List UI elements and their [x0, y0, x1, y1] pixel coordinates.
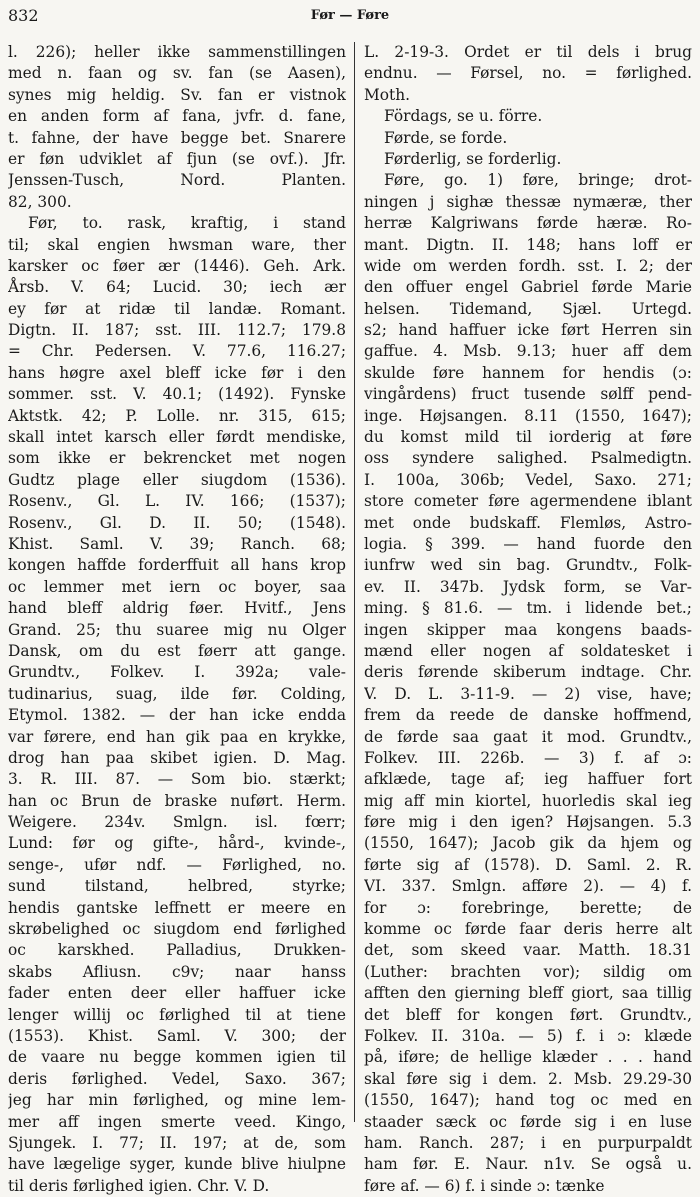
- text-line: Weigere. 234v. Smlgn. isl. fœrr;: [8, 813, 346, 832]
- text-line: wide om werden fordh. sst. I. 2; der: [364, 256, 692, 275]
- text-line: 3. R. III. 87. — Som bio. stærkt;: [8, 770, 346, 789]
- text-line: afklæde, tage af; ieg haffuer fort: [364, 770, 692, 789]
- left-column: [8, 42, 346, 1197]
- text-line: vingårdens) fruct tusende sølff pend-: [364, 385, 692, 404]
- text-line: endnu. — Førsel, no. = førlighed.: [364, 64, 692, 83]
- text-line: = Chr. Pedersen. V. 77.6, 116.27;: [8, 342, 346, 361]
- text-line: hendis gantske leffnett er meere en: [8, 898, 346, 917]
- text-line: VI. 337. Smlgn. afføre 2). — 4) f.: [364, 877, 692, 896]
- text-line: sommer. sst. V. 40.1; (1492). Fynske: [8, 385, 346, 404]
- text-line: Grand. 25; thu suaree mig nu Olger: [8, 620, 346, 639]
- text-line: ming. § 81.6. — tm. i lidende bet.;: [364, 599, 692, 618]
- text-line: ningen j sighæ thessæ nymæræ, ther: [364, 192, 692, 211]
- text-line: deris førlighed. Vedel, Saxo. 367;: [8, 1069, 346, 1088]
- text-line: lenger willij oc førlighed til at tiene: [8, 1005, 346, 1024]
- text-line: Folkev. II. 310a. — 5) f. i ɔ: klæde: [364, 1026, 692, 1045]
- text-line: mer aff ingen smerte veed. Kingo,: [8, 1112, 346, 1131]
- text-line: logia. § 399. — hand fuorde den: [364, 534, 692, 553]
- text-line: Lund: før og gifte-, hård-, kvinde-,: [8, 834, 346, 853]
- text-line: (1550, 1647); Jacob gik da hjem og: [364, 834, 692, 853]
- text-line: L. 2-19-3. Ordet er til dels i brug: [364, 43, 692, 61]
- text-line: Dansk, om du est føerr att gange.: [8, 641, 346, 660]
- text-line: Grundtv., Folkev. I. 392a; vale-: [8, 663, 346, 682]
- text-line: have lægelige syger, kunde blive hiulpne: [8, 1155, 346, 1174]
- text-line: var førere, end han gik paa en krykke,: [8, 727, 346, 746]
- text-line: synes mig heldig. Sv. fan er vistnok: [8, 85, 346, 104]
- text-line: Rosenv., Gl. D. II. 50; (1548).: [8, 513, 346, 532]
- text-line: Årsb. V. 64; Lucid. 30; iech ær: [8, 278, 346, 297]
- text-line: til deris førlighed igien. Chr. V. D.: [8, 1176, 270, 1195]
- text-line: Før, to. rask, kraftig, i stand: [28, 214, 346, 233]
- text-line: deris førende skiberum indtage. Chr.: [364, 663, 692, 682]
- text-line: helsen. Tidemand, Sjæl. Urtegd.: [364, 299, 692, 318]
- text-line: komme oc førde faar deris herre alt: [364, 920, 692, 939]
- text-line: mant. Digtn. II. 148; hans loff er: [364, 235, 692, 254]
- text-line: herræ Kalgriwans førde hæræ. Ro-: [364, 214, 692, 233]
- text-line: skal føre sig i dem. 2. Msb. 29.29-30: [364, 1069, 692, 1088]
- page-number: 832: [8, 6, 39, 25]
- text-line: karsker oc føer ær (1446). Geh. Ark.: [8, 256, 346, 275]
- text-line: til; skal engien hwsman ware, ther: [8, 235, 346, 254]
- text-line: mig aff min kiortel, huorledis skal ieg: [364, 791, 692, 810]
- text-line: senge-, ufør ndf. — Førlighed, no.: [8, 855, 346, 874]
- text-line: for ɔ: forebringe, berette; de: [364, 898, 692, 917]
- text-line: drog han paa skibet igien. D. Mag.: [8, 748, 346, 767]
- text-line: fader enten deer eller haffuer icke: [8, 984, 346, 1003]
- text-line: du komst mild til iorderig at føre: [364, 428, 692, 447]
- text-line: tudinarius, suag, ilde før. Colding,: [8, 684, 346, 703]
- text-line: som ikke er bekrencket met nogen: [8, 449, 346, 468]
- text-line: I. 100a, 306b; Vedel, Saxo. 271;: [364, 470, 692, 489]
- text-line: ingen skipper maa kongens baads-: [364, 620, 692, 639]
- text-line: Gudtz plage eller siugdom (1536).: [8, 470, 346, 489]
- text-line: iunfrw wed sin bag. Grundtv., Folk-: [364, 556, 692, 575]
- text-line: kongen haffde forderffuit all hans krop: [8, 556, 346, 575]
- text-line: sund tilstand, helbred, styrke;: [8, 877, 346, 896]
- text-line: de vaare nu begge kommen igien til: [8, 1048, 346, 1067]
- text-line: på, iføre; de hellige klæder . . . hand: [364, 1048, 692, 1067]
- text-line: den offuer engel Gabriel førde Marie: [364, 278, 692, 297]
- text-line: (1553). Khist. Saml. V. 300; der: [8, 1026, 346, 1045]
- text-line: (1550, 1647); hand tog oc med en: [364, 1091, 692, 1110]
- text-line: s2; hand haffuer icke ført Herren sin: [364, 321, 692, 340]
- text-line: (Luther: brachten vor); sildig om: [364, 962, 692, 981]
- text-line: han oc Brun de braske nuført. Herm.: [8, 791, 346, 810]
- text-line: V. D. L. 3-11-9. — 2) vise, have;: [364, 684, 692, 703]
- text-line: Etymol. 1382. — der han icke endda: [8, 706, 346, 725]
- text-line: Moth.: [364, 85, 411, 104]
- text-line: met onde budskaff. Flemløs, Astro-: [364, 513, 692, 532]
- text-line: føre af. — 6) f. i sinde ɔ: tænke: [364, 1176, 605, 1195]
- text-line: skall intet karsch eller førdt mendiske,: [8, 428, 346, 447]
- text-line: staader sæck oc førde sig i en luse: [364, 1112, 692, 1131]
- text-line: inge. Højsangen. 8.11 (1550, 1647);: [364, 406, 692, 425]
- text-line: store cometer føre agermendene iblant: [364, 492, 692, 511]
- text-line: Føre, go. 1) føre, bringe; drot-: [384, 171, 692, 190]
- text-line: hand bleff aldrig føer. Hvitf., Jens: [8, 599, 346, 618]
- right-column: [364, 42, 692, 1197]
- page-header: [8, 6, 692, 28]
- text-line: oss syndere salighed. Psalmedigtn.: [364, 449, 692, 468]
- text-line: ev. II. 347b. Jydsk form, se Var-: [364, 577, 692, 596]
- text-line: skrøbelighed oc siugdom end førlighed: [8, 920, 346, 939]
- text-line: føre mig i den igen? Højsangen. 5.3: [364, 813, 692, 832]
- text-line: med n. faan og sv. fan (se Aasen),: [8, 64, 346, 83]
- text-line: det bleff for kongen ført. Grundtv.,: [364, 1005, 692, 1024]
- text-line: ham før. E. Naur. n1v. Se også u.: [364, 1155, 692, 1174]
- text-line: Rosenv., Gl. L. IV. 166; (1537);: [8, 492, 346, 511]
- text-line: afften den gierning bleff giort, saa tillig: [364, 984, 692, 1003]
- text-line: oc lemmer met iern oc boyer, saa: [8, 577, 346, 596]
- text-line: l. 226); heller ikke sammenstillingen: [8, 43, 346, 61]
- text-line: t. fahne, der have begge bet. Snarere: [8, 128, 346, 147]
- text-line: ey før at ridæ til landæ. Romant.: [8, 299, 346, 318]
- text-line: 82, 300.: [8, 192, 72, 211]
- text-line: gaffue. 4. Msb. 9.13; huer aff dem: [364, 342, 692, 361]
- text-line: skulde føre hannem for hendis (ɔ:: [364, 363, 692, 382]
- text-line: de førde saa gaat it mod. Grundtv.,: [364, 727, 692, 746]
- text-line: oc karskhed. Palladius, Drukken-: [8, 941, 346, 960]
- text-line: er føn udviklet af fjun (se ovf.). Jfr.: [8, 149, 346, 168]
- text-line: Sjungek. I. 77; II. 197; at de, som: [8, 1133, 346, 1152]
- text-line: mænd eller nogen af soldatesket i: [364, 641, 692, 660]
- text-line: frem da reede de danske hoffmend,: [364, 706, 692, 725]
- text-line: skabs Afliusn. c9v; naar hanss: [8, 962, 346, 981]
- text-line: Fördags, se u. förre.: [384, 107, 543, 126]
- text-line: hans høgre axel bleff icke før i den: [8, 363, 346, 382]
- text-line: Jenssen-Tusch, Nord. Planten.: [8, 171, 346, 190]
- text-line: Førde, se forde.: [384, 128, 508, 147]
- text-line: jeg har min førlighed, og mine lem-: [8, 1091, 346, 1110]
- text-line: ham. Ranch. 287; i en purpurpaldt: [364, 1133, 692, 1152]
- text-line: Førderlig, se forderlig.: [384, 149, 562, 168]
- text-line: det, som skeed vaar. Matth. 18.31: [364, 941, 692, 960]
- text-line: en anden form af fana, jvfr. d. fane,: [8, 107, 346, 126]
- text-line: Aktstk. 42; P. Lolle. nr. 315, 615;: [8, 406, 346, 425]
- text-line: Khist. Saml. V. 39; Ranch. 68;: [8, 534, 346, 553]
- text-line: Folkev. III. 226b. — 3) f. af ɔ:: [364, 748, 692, 767]
- running-title: Før — Føre: [310, 8, 390, 23]
- text-line: Digtn. II. 187; sst. III. 112.7; 179.8: [8, 321, 346, 340]
- column-divider: [354, 42, 355, 1122]
- text-line: førte sig af (1578). D. Saml. 2. R.: [364, 855, 692, 874]
